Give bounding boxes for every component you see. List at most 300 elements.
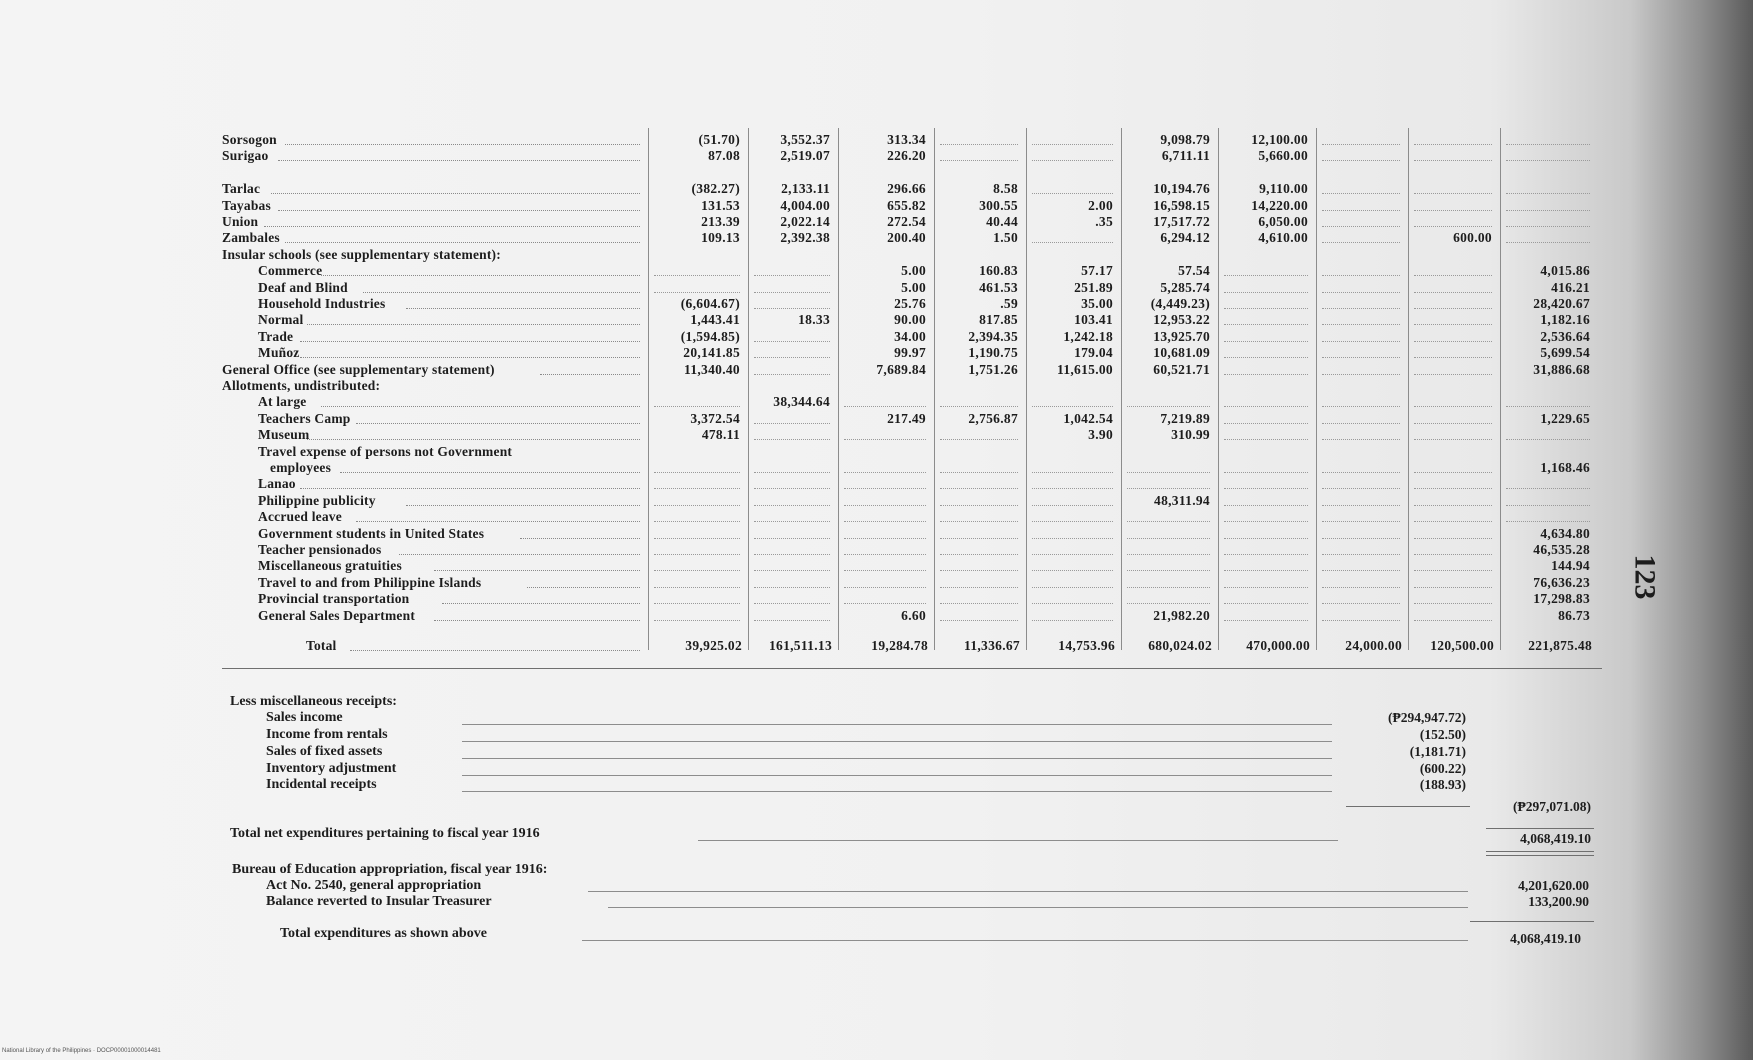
cell-leader-dots [754, 374, 830, 375]
table-row [222, 411, 1602, 427]
cell-leader-dots [1322, 210, 1400, 211]
cell-leader-dots [654, 620, 740, 621]
leader-dots [406, 308, 640, 309]
table-cell: 7,219.89 [1160, 410, 1210, 426]
cell-leader-dots [754, 620, 830, 621]
appropriation-item-value: 4,201,620.00 [1518, 878, 1589, 893]
total-cell: 39,925.02 [685, 638, 742, 653]
table-cell: 4,610.00 [1258, 230, 1308, 246]
table-cell: 251.89 [1074, 279, 1113, 295]
cell-leader-dots [654, 292, 740, 293]
cell-leader-dots [1032, 505, 1113, 506]
row-label: General Office (see supplementary statement) [222, 361, 495, 377]
table-cell: 90.00 [894, 312, 926, 328]
cell-leader-dots [1224, 521, 1308, 522]
table-cell: 4,015.86 [1540, 263, 1590, 279]
table-cell: 76,636.23 [1533, 574, 1590, 590]
table-row [222, 230, 1602, 246]
leader-dots [540, 374, 640, 375]
cell-leader-dots [844, 570, 926, 571]
cell-leader-dots [1127, 603, 1210, 604]
cell-leader-dots [940, 620, 1018, 621]
leader-dots [285, 242, 640, 243]
table-cell: 6,294.12 [1160, 230, 1210, 246]
receipt-item-label: Income from rentals [266, 727, 388, 742]
table-cell: 38,344.64 [773, 394, 830, 410]
cell-leader-dots [1322, 505, 1400, 506]
table-cell: .35 [1095, 214, 1113, 229]
total-cell: 14,753.96 [1058, 638, 1115, 653]
row-label: Travel expense of persons not Government [258, 443, 513, 459]
appropriation-item-label: Act No. 2540, general appropriation [266, 878, 482, 893]
cell-leader-dots [844, 554, 926, 555]
cell-leader-dots [844, 505, 926, 506]
table-cell: 25.76 [894, 296, 926, 311]
cell-leader-dots [654, 538, 740, 539]
leader-dots [527, 587, 640, 588]
cell-leader-dots [1414, 587, 1492, 588]
cell-leader-dots [1322, 357, 1400, 358]
cell-leader-dots [1224, 439, 1308, 440]
table-cell: 1,443.41 [690, 312, 740, 328]
cell-leader-dots [940, 603, 1018, 604]
receipt-item-label: Sales income [266, 710, 343, 725]
row-label: Museum [258, 427, 310, 443]
table-cell: 5,660.00 [1258, 148, 1308, 164]
leader-line [462, 741, 1332, 742]
leader-dots [278, 210, 640, 211]
cell-leader-dots [1322, 554, 1400, 555]
row-label: Travel to and from Philippine Islands [258, 574, 482, 590]
table-cell: 600.00 [1453, 230, 1492, 246]
table-cell: 28,420.67 [1533, 296, 1590, 311]
row-label: Surigao [222, 148, 269, 164]
leader-line [462, 724, 1332, 725]
cell-leader-dots [844, 488, 926, 489]
cell-leader-dots [1322, 603, 1400, 604]
table-row [222, 476, 1602, 492]
row-label: Lanao [258, 476, 296, 492]
table-cell: 10,194.76 [1153, 181, 1210, 197]
cell-leader-dots [1032, 587, 1113, 588]
table-row [222, 296, 1602, 312]
cell-leader-dots [754, 292, 830, 293]
cell-leader-dots [1414, 521, 1492, 522]
cell-leader-dots [754, 538, 830, 539]
table-cell: 1,190.75 [968, 345, 1018, 361]
cell-leader-dots [1322, 587, 1400, 588]
table-row [222, 460, 1602, 476]
table-cell: 2.00 [1088, 197, 1113, 213]
row-label: employees [270, 460, 332, 475]
table-row [222, 444, 1602, 460]
cell-leader-dots [844, 521, 926, 522]
table-cell: 86.73 [1558, 607, 1590, 623]
total-cell: 161,511.13 [768, 638, 832, 653]
total-cell: 120,500.00 [1430, 638, 1494, 653]
total-cell: 19,284.78 [871, 638, 928, 653]
cell-leader-dots [754, 603, 830, 604]
cell-leader-dots [1224, 554, 1308, 555]
cell-leader-dots [1414, 292, 1492, 293]
table-cell: 11,340.40 [684, 361, 740, 377]
table-cell: 1.50 [993, 230, 1018, 246]
total-cell: 470,000.00 [1246, 638, 1310, 653]
table-row [222, 378, 1602, 394]
table-cell: (382.27) [691, 181, 740, 197]
page-number: 123 [1628, 554, 1662, 600]
cell-leader-dots [1224, 620, 1308, 621]
leader-dots [356, 521, 640, 522]
row-label: Allotments, undistributed: [222, 378, 381, 393]
cell-leader-dots [1322, 242, 1400, 243]
leader-dots [363, 292, 640, 293]
row-label: Deaf and Blind [258, 279, 348, 295]
total-cell: 11,336.67 [964, 638, 1020, 653]
cell-leader-dots [1322, 620, 1400, 621]
row-label: Normal [258, 312, 304, 328]
cell-leader-dots [1127, 472, 1210, 473]
cell-leader-dots [754, 505, 830, 506]
leader-dots [300, 488, 641, 489]
cell-leader-dots [754, 308, 830, 309]
table-row [222, 214, 1602, 230]
row-label: Philippine publicity [258, 492, 376, 508]
cell-leader-dots [1224, 570, 1308, 571]
cell-leader-dots [844, 472, 926, 473]
table-cell: 57.17 [1081, 263, 1113, 279]
table-cell: 300.55 [979, 197, 1018, 213]
cell-leader-dots [1224, 505, 1308, 506]
cell-leader-dots [940, 570, 1018, 571]
cell-leader-dots [940, 538, 1018, 539]
table-cell: 478.11 [701, 427, 740, 443]
table-cell: 6,050.00 [1258, 214, 1308, 229]
receipt-item-value: (₱294,947.72) [1388, 710, 1466, 725]
row-label: Tayabas [222, 197, 271, 213]
cell-leader-dots [1414, 570, 1492, 571]
cell-leader-dots [1032, 554, 1113, 555]
table-row [222, 591, 1602, 607]
cell-leader-dots [1322, 275, 1400, 276]
cell-leader-dots [754, 423, 830, 424]
leader-line [462, 775, 1332, 776]
leader-line [588, 891, 1468, 892]
cell-leader-dots [1322, 374, 1400, 375]
leader-line [698, 840, 1338, 841]
row-label: Zambales [222, 230, 280, 246]
cell-leader-dots [654, 587, 740, 588]
table-cell: 48,311.94 [1154, 492, 1210, 508]
table-row [222, 132, 1602, 148]
cell-leader-dots [1032, 603, 1113, 604]
cell-leader-dots [844, 439, 926, 440]
table-cell: 131.53 [701, 197, 740, 213]
cell-leader-dots [844, 406, 926, 407]
table-row [222, 608, 1602, 624]
cell-leader-dots [1322, 472, 1400, 473]
receipt-item-label: Incidental receipts [266, 777, 377, 792]
total-cell: 221,875.48 [1528, 638, 1592, 653]
table-cell: 12,100.00 [1251, 132, 1308, 147]
table-bottom-rule [222, 668, 1602, 669]
table-cell: 4,634.80 [1540, 525, 1590, 541]
table-cell: (4,449.23) [1150, 296, 1210, 311]
receipt-item-label: Inventory adjustment [266, 761, 397, 776]
table-cell: 217.49 [887, 410, 926, 426]
cell-leader-dots [940, 554, 1018, 555]
cell-leader-dots [1032, 472, 1113, 473]
cell-leader-dots [1506, 144, 1590, 145]
table-cell: 2,756.87 [968, 410, 1018, 426]
grand-total-label: Total expenditures as shown above [280, 926, 487, 941]
leader-dots [300, 341, 641, 342]
cell-leader-dots [1224, 423, 1308, 424]
row-label: Commerce [258, 263, 323, 279]
cell-leader-dots [940, 521, 1018, 522]
cell-leader-dots [1032, 620, 1113, 621]
cell-leader-dots [1414, 275, 1492, 276]
cell-leader-dots [1414, 374, 1492, 375]
cell-leader-dots [754, 275, 830, 276]
cell-leader-dots [1414, 472, 1492, 473]
row-label: Union [222, 214, 259, 229]
leader-dots [399, 554, 640, 555]
cell-leader-dots [1032, 538, 1113, 539]
cell-leader-dots [1032, 570, 1113, 571]
appropriation-item-value: 133,200.90 [1528, 894, 1589, 909]
cell-leader-dots [1414, 341, 1492, 342]
cell-leader-dots [754, 439, 830, 440]
receipt-item-label: Sales of fixed assets [266, 744, 383, 759]
table-cell: 416.21 [1551, 279, 1590, 295]
table-row [222, 280, 1602, 296]
row-label: Government students in United States [258, 525, 485, 541]
cell-leader-dots [1414, 505, 1492, 506]
cell-leader-dots [1032, 144, 1113, 145]
net-double-rule [1486, 855, 1594, 856]
table-cell: 60,521.71 [1153, 361, 1210, 377]
cell-leader-dots [1322, 144, 1400, 145]
total-cell: 680,024.02 [1148, 638, 1212, 653]
table-cell: 16,598.15 [1153, 197, 1210, 213]
cell-leader-dots [1506, 242, 1590, 243]
footer-credit: National Library of the Philippines · DOCP00001000014481 [2, 1048, 161, 1054]
table-cell: 17,517.72 [1153, 214, 1210, 229]
cell-leader-dots [654, 406, 740, 407]
table-row [222, 362, 1602, 378]
leader-dots [434, 620, 640, 621]
cell-leader-dots [940, 472, 1018, 473]
cell-leader-dots [844, 538, 926, 539]
cell-leader-dots [844, 603, 926, 604]
cell-leader-dots [1414, 160, 1492, 161]
table-cell: 8.58 [993, 181, 1018, 197]
cell-leader-dots [1414, 406, 1492, 407]
leader-dots [300, 357, 641, 358]
table-cell: (6,604.67) [680, 296, 740, 311]
cell-leader-dots [1127, 488, 1210, 489]
cell-leader-dots [1224, 587, 1308, 588]
leader-dots [321, 406, 640, 407]
table-cell: 57.54 [1178, 263, 1210, 279]
table-cell: 14,220.00 [1251, 197, 1308, 213]
receipts-heading: Less miscellaneous receipts: [230, 694, 397, 709]
cell-leader-dots [1127, 406, 1210, 407]
cell-leader-dots [654, 472, 740, 473]
cell-leader-dots [1032, 160, 1113, 161]
leader-line [608, 907, 1468, 908]
cell-leader-dots [1322, 160, 1400, 161]
cell-leader-dots [1414, 620, 1492, 621]
receipt-item-value: (188.93) [1419, 777, 1466, 792]
cell-leader-dots [754, 587, 830, 588]
cell-leader-dots [1322, 521, 1400, 522]
table-cell: 31,886.68 [1533, 361, 1590, 377]
cell-leader-dots [1414, 324, 1492, 325]
cell-leader-dots [1322, 324, 1400, 325]
leader-dots [278, 160, 640, 161]
table-cell: 200.40 [887, 230, 926, 246]
leader-dots [285, 144, 640, 145]
cell-leader-dots [1322, 406, 1400, 407]
cell-leader-dots [1032, 242, 1113, 243]
total-row [222, 638, 1602, 654]
table-row [222, 542, 1602, 558]
table-cell: 1,042.54 [1063, 410, 1113, 426]
row-label: General Sales Department [258, 607, 416, 623]
cell-leader-dots [1322, 292, 1400, 293]
receipt-item-value: (600.22) [1419, 761, 1466, 776]
cell-leader-dots [1322, 488, 1400, 489]
cell-leader-dots [654, 275, 740, 276]
table-cell: 310.99 [1171, 427, 1210, 443]
cell-leader-dots [754, 521, 830, 522]
table-cell: 2,519.07 [780, 148, 830, 164]
cell-leader-dots [754, 554, 830, 555]
table-cell: 1,168.46 [1540, 460, 1590, 475]
cell-leader-dots [940, 587, 1018, 588]
grand-total-rule [1470, 921, 1594, 922]
table-cell: 2,392.38 [780, 230, 830, 246]
table-cell: 12,953.22 [1153, 312, 1210, 328]
leader-dots [442, 603, 641, 604]
cell-leader-dots [1322, 538, 1400, 539]
net-top-rule [1486, 828, 1594, 829]
cell-leader-dots [1506, 439, 1590, 440]
cell-leader-dots [1032, 488, 1113, 489]
leader-dots [307, 324, 640, 325]
table-cell: 2,394.35 [968, 328, 1018, 344]
cell-leader-dots [1032, 406, 1113, 407]
row-label: Muñoz [258, 345, 300, 361]
cell-leader-dots [1322, 193, 1400, 194]
cell-leader-dots [654, 603, 740, 604]
cell-leader-dots [654, 505, 740, 506]
table-row [222, 575, 1602, 591]
table-row [222, 312, 1602, 328]
table-row [222, 509, 1602, 525]
cell-leader-dots [1224, 357, 1308, 358]
table-cell: 99.97 [894, 345, 926, 361]
table-cell: 87.08 [708, 148, 740, 164]
table-row [222, 148, 1602, 164]
table-cell: 46,535.28 [1533, 542, 1590, 557]
cell-leader-dots [1224, 275, 1308, 276]
cell-leader-dots [1322, 439, 1400, 440]
cell-leader-dots [1032, 521, 1113, 522]
cell-leader-dots [940, 406, 1018, 407]
receipt-item-value: (1,181.71) [1409, 744, 1466, 759]
cell-leader-dots [1322, 226, 1400, 227]
leader-dots [520, 538, 640, 539]
cell-leader-dots [1414, 603, 1492, 604]
table-cell: (51.70) [698, 132, 740, 147]
table-cell: 213.39 [701, 214, 740, 229]
table-cell: 17,298.83 [1533, 591, 1590, 607]
table-cell: .59 [1000, 296, 1018, 311]
table-row [222, 181, 1602, 197]
appropriation-heading: Bureau of Education appropriation, fiscal year 1916: [232, 862, 548, 877]
cell-leader-dots [1224, 324, 1308, 325]
table-cell: 1,229.65 [1540, 410, 1590, 426]
table-cell: 20,141.85 [683, 345, 740, 361]
cell-leader-dots [1506, 488, 1590, 489]
table-cell: 313.34 [887, 132, 926, 147]
cell-leader-dots [1506, 521, 1590, 522]
table-cell: 655.82 [887, 197, 926, 213]
table-cell: 3.90 [1088, 427, 1113, 443]
table-cell: 7,689.84 [876, 361, 926, 377]
net-double-rule [1486, 851, 1594, 852]
cell-leader-dots [1224, 406, 1308, 407]
table-cell: 34.00 [894, 328, 926, 344]
cell-leader-dots [1322, 341, 1400, 342]
table-cell: 18.33 [798, 312, 830, 328]
leader-line [462, 791, 1332, 792]
table-cell: 13,925.70 [1153, 328, 1210, 344]
table-cell: 2,536.64 [1540, 328, 1590, 344]
cell-leader-dots [1127, 538, 1210, 539]
table-cell: 5,285.74 [1160, 279, 1210, 295]
table-cell: 9,098.79 [1160, 132, 1210, 147]
leader-dots [340, 472, 640, 473]
cell-leader-dots [1224, 538, 1308, 539]
receipts-total-value: (₱297,071.08) [1513, 799, 1591, 814]
table-cell: 10,681.09 [1153, 345, 1210, 361]
table-row [222, 247, 1602, 263]
cell-leader-dots [1322, 423, 1400, 424]
cell-leader-dots [1414, 193, 1492, 194]
table-cell: 2,133.11 [781, 181, 830, 197]
net-expenditure-value: 4,068,419.10 [1520, 831, 1591, 846]
table-cell: 5.00 [901, 263, 926, 279]
cell-leader-dots [844, 587, 926, 588]
cell-leader-dots [1127, 521, 1210, 522]
table-cell: 6,711.11 [1161, 148, 1210, 164]
row-label: Provincial transportation [258, 591, 410, 607]
leader-dots [350, 650, 640, 651]
cell-leader-dots [1414, 423, 1492, 424]
table-cell: 144.94 [1551, 558, 1590, 574]
leader-line [582, 940, 1468, 941]
table-cell: 817.85 [979, 312, 1018, 328]
cell-leader-dots [754, 570, 830, 571]
cell-leader-dots [1506, 226, 1590, 227]
table-row [222, 558, 1602, 574]
cell-leader-dots [940, 144, 1018, 145]
cell-leader-dots [1506, 160, 1590, 161]
